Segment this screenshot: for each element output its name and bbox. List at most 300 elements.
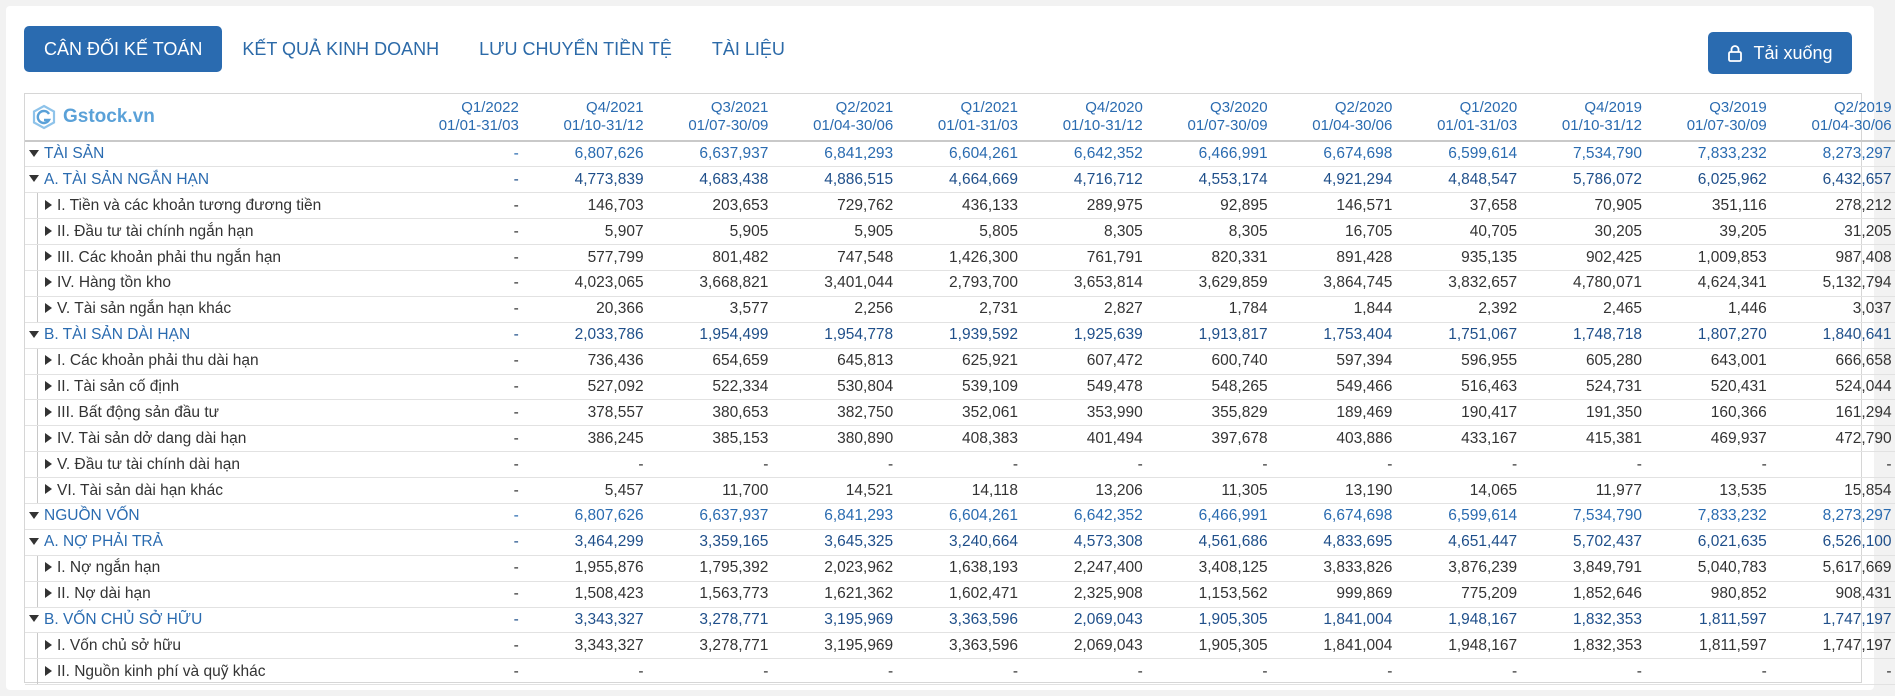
value-cell: 92,895 [1146,193,1271,219]
table-row[interactable] [25,296,1895,322]
table-row[interactable] [25,659,1895,685]
value-cell: 3,668,821 [647,270,772,296]
period-dates: 01/01-31/03 [1437,117,1518,134]
value-cell: 6,807,626 [522,503,647,529]
table-row[interactable] [25,452,1895,478]
value-cell: - [1770,452,1895,478]
row-label: III. Bất động sản đầu tư [57,403,220,421]
period-header[interactable] [1146,94,1271,141]
value-cell: 8,273,297 [1770,503,1895,529]
period-header[interactable] [771,94,896,141]
value-cell: 5,907 [522,219,647,245]
value-cell: 469,937 [1645,426,1770,452]
row-label: II. Đầu tư tài chính ngắn hạn [57,222,254,240]
value-cell: 3,278,771 [647,633,772,659]
value-cell: - [397,426,522,452]
row-label-cell[interactable] [25,452,397,478]
table-row[interactable] [25,348,1895,374]
download-label: Tải xuống [1753,42,1833,63]
value-cell: 14,065 [1395,478,1520,504]
caret-right-icon[interactable] [45,588,52,598]
value-cell: 1,905,305 [1146,633,1271,659]
value-cell: 5,905 [647,219,772,245]
value-cell: 761,791 [1021,245,1146,271]
row-label: I. Các khoản phải thu dài hạn [57,352,259,370]
table-row[interactable] [25,503,1895,529]
caret-down-icon[interactable] [29,538,39,545]
value-cell: 39,205 [1645,219,1770,245]
value-cell: 1,948,167 [1395,633,1520,659]
row-label: B. VỐN CHỦ SỞ HỮU [44,610,203,628]
table-row[interactable] [25,270,1895,296]
table-row[interactable] [25,529,1895,555]
value-cell: 30,205 [1520,219,1645,245]
value-cell: 1,948,167 [1395,607,1520,633]
value-cell: 14,118 [896,478,1021,504]
value-cell: 1,009,853 [1645,245,1770,271]
value-cell: - [397,503,522,529]
row-label-cell[interactable] [25,374,397,400]
row-label: TÀI SẢN [44,145,105,163]
row-label-cell[interactable] [25,322,397,348]
value-cell: 654,659 [647,348,772,374]
value-cell: 908,431 [1770,581,1895,607]
value-cell: - [1021,452,1146,478]
value-cell: 8,305 [1146,219,1271,245]
value-cell: 999,869 [1271,581,1396,607]
value-cell: 70,905 [1520,193,1645,219]
value-cell: 980,852 [1645,581,1770,607]
value-cell: 6,674,698 [1271,141,1396,167]
value-cell: 643,001 [1645,348,1770,374]
value-cell: 6,025,962 [1645,167,1770,193]
value-cell: - [397,581,522,607]
value-cell: 191,350 [1520,400,1645,426]
table-row[interactable] [25,193,1895,219]
value-cell: 4,921,294 [1271,167,1396,193]
value-cell: 4,573,308 [1021,529,1146,555]
row-label: II. Nợ dài hạn [57,585,151,603]
gstock-logo-icon [31,104,57,130]
value-cell: 7,534,790 [1520,503,1645,529]
period-dates: 01/10-31/12 [1062,117,1143,134]
value-cell: 408,383 [896,426,1021,452]
value-cell: 1,751,067 [1395,322,1520,348]
period-header[interactable] [896,94,1021,141]
row-label: B. TÀI SẢN DÀI HẠN [44,326,191,344]
value-cell: - [771,659,896,685]
value-cell: 801,482 [647,245,772,271]
main-card [6,6,1892,690]
value-cell: - [647,659,772,685]
tab-income-statement[interactable]: KẾT QUẢ KINH DOANH [242,39,440,59]
value-cell: 2,247,400 [1021,555,1146,581]
tab-documents[interactable]: TÀI LIỆU [711,39,785,59]
value-cell: 3,401,044 [771,270,896,296]
value-cell: - [397,270,522,296]
value-cell: 433,167 [1395,426,1520,452]
value-cell: 3,629,859 [1146,270,1271,296]
value-cell: 577,799 [522,245,647,271]
row-label: IV. Tài sản dở dang dài hạn [57,429,247,447]
value-cell: 3,849,791 [1520,555,1645,581]
value-cell: - [397,529,522,555]
row-label-cell[interactable] [25,581,397,607]
value-cell: 5,702,437 [1520,529,1645,555]
value-cell: 3,343,327 [522,633,647,659]
caret-down-icon[interactable] [29,512,39,519]
value-cell: 190,417 [1395,400,1520,426]
value-cell: 13,206 [1021,478,1146,504]
value-cell: 987,408 [1770,245,1895,271]
value-cell: 189,469 [1271,400,1396,426]
value-cell: - [397,322,522,348]
value-cell: 4,664,669 [896,167,1021,193]
value-cell: 1,753,404 [1271,322,1396,348]
table-row[interactable] [25,581,1895,607]
value-cell: 436,133 [896,193,1021,219]
value-cell: 1,426,300 [896,245,1021,271]
value-cell: 40,705 [1395,219,1520,245]
value-cell: 1,621,362 [771,581,896,607]
row-label-cell[interactable] [25,219,397,245]
table-row[interactable] [25,607,1895,633]
table-row[interactable] [25,374,1895,400]
row-label-cell[interactable] [25,555,397,581]
tab-cash-flow[interactable]: LƯU CHUYỂN TIỀN TỆ [479,39,672,59]
value-cell: 2,392 [1395,296,1520,322]
row-label-cell[interactable] [25,245,397,271]
value-cell: 6,432,657 [1770,167,1895,193]
period-quarter: Q2/2019 [1834,99,1892,116]
caret-down-icon[interactable] [29,150,39,157]
value-cell: 1,844 [1271,296,1396,322]
value-cell: - [1395,452,1520,478]
value-cell: 1,954,499 [647,322,772,348]
row-label: II. Nguồn kinh phí và quỹ khác [57,662,266,680]
value-cell: 596,955 [1395,348,1520,374]
value-cell: 6,599,614 [1395,503,1520,529]
value-cell: 1,811,597 [1645,607,1770,633]
table-row[interactable] [25,555,1895,581]
period-dates: 01/04-30/06 [1811,117,1892,134]
value-cell: 6,526,100 [1770,529,1895,555]
value-cell: 516,463 [1395,374,1520,400]
value-cell: 645,813 [771,348,896,374]
value-cell: - [397,555,522,581]
value-cell: - [397,400,522,426]
value-cell: 3,464,299 [522,529,647,555]
value-cell: 1,747,197 [1770,633,1895,659]
value-cell: 5,132,794 [1770,270,1895,296]
period-quarter: Q4/2020 [1085,99,1143,116]
value-cell: - [397,478,522,504]
value-cell: 378,557 [522,400,647,426]
caret-down-icon[interactable] [29,175,39,182]
row-label: V. Tài sản ngắn hạn khác [57,300,232,318]
caret-right-icon[interactable] [45,666,52,676]
value-cell: 549,466 [1271,374,1396,400]
value-cell: 278,212 [1770,193,1895,219]
value-cell: - [1146,452,1271,478]
period-quarter: Q1/2022 [461,99,519,116]
value-cell: - [1520,452,1645,478]
value-cell: - [1395,659,1520,685]
value-cell: 472,790 [1770,426,1895,452]
row-label: II. Tài sản cố định [57,377,180,395]
value-cell: - [522,452,647,478]
value-cell: 146,703 [522,193,647,219]
value-cell: 353,990 [1021,400,1146,426]
value-cell: 1,153,562 [1146,581,1271,607]
period-header[interactable] [647,94,772,141]
table-row[interactable] [25,400,1895,426]
row-label: I. Vốn chủ sở hữu [57,636,181,654]
value-cell: 935,135 [1395,245,1520,271]
value-cell: 4,773,839 [522,167,647,193]
value-cell: 2,256 [771,296,896,322]
value-cell: 20,366 [522,296,647,322]
value-cell: 11,700 [647,478,772,504]
period-quarter: Q3/2019 [1709,99,1767,116]
row-label-cell[interactable] [25,193,397,219]
caret-down-icon[interactable] [29,615,39,622]
value-cell: 1,784 [1146,296,1271,322]
period-dates: 01/07-30/09 [1187,117,1268,134]
row-label-cell[interactable] [25,478,397,504]
value-cell: 1,905,305 [1146,607,1271,633]
value-cell: - [1021,659,1146,685]
caret-right-icon[interactable] [45,459,52,469]
value-cell: 549,478 [1021,374,1146,400]
download-button[interactable] [1708,32,1852,74]
period-header[interactable] [1021,94,1146,141]
row-label-cell[interactable] [25,167,397,193]
value-cell: 3,195,969 [771,607,896,633]
value-cell: 401,494 [1021,426,1146,452]
value-cell: 520,431 [1645,374,1770,400]
value-cell: 13,535 [1645,478,1770,504]
value-cell: 380,653 [647,400,772,426]
caret-right-icon[interactable] [45,381,52,391]
caret-right-icon[interactable] [45,562,52,572]
value-cell: 3,240,664 [896,529,1021,555]
value-cell: 6,642,352 [1021,503,1146,529]
table-row[interactable] [25,322,1895,348]
value-cell: 5,617,669 [1770,555,1895,581]
period-header[interactable] [1271,94,1396,141]
value-cell: 415,381 [1520,426,1645,452]
row-label: IV. Hàng tồn kho [57,274,172,292]
value-cell: 146,571 [1271,193,1396,219]
value-cell: 1,638,193 [896,555,1021,581]
value-cell: 382,750 [771,400,896,426]
value-cell: 11,305 [1146,478,1271,504]
table-row[interactable] [25,167,1895,193]
value-cell: 1,832,353 [1520,607,1645,633]
table-row[interactable] [25,478,1895,504]
value-cell: 548,265 [1146,374,1271,400]
value-cell: 6,021,635 [1645,529,1770,555]
value-cell: - [771,452,896,478]
value-cell: 530,804 [771,374,896,400]
value-cell: 4,561,686 [1146,529,1271,555]
logo-cell [25,94,397,141]
value-cell: 3,577 [647,296,772,322]
table-row[interactable] [25,141,1895,167]
value-cell: 6,674,698 [1271,503,1396,529]
value-cell: 2,731 [896,296,1021,322]
row-label-cell[interactable] [25,141,397,167]
value-cell: 2,465 [1520,296,1645,322]
value-cell: 4,683,438 [647,167,772,193]
value-cell: 524,731 [1520,374,1645,400]
value-cell: 11,977 [1520,478,1645,504]
row-label: V. Đầu tư tài chính dài hạn [57,455,241,473]
value-cell: 5,786,072 [1520,167,1645,193]
value-cell: 1,748,718 [1520,322,1645,348]
value-cell: 3,832,657 [1395,270,1520,296]
period-quarter: Q1/2021 [960,99,1018,116]
tab-balance-sheet[interactable]: CÂN ĐỐI KẾ TOÁN [24,26,222,72]
caret-right-icon[interactable] [45,277,52,287]
value-cell: 6,807,626 [522,141,647,167]
period-header[interactable] [1645,94,1770,141]
table-row[interactable] [25,633,1895,659]
period-dates: 01/07-30/09 [688,117,769,134]
value-cell: 3,363,596 [896,607,1021,633]
row-label-cell[interactable] [25,633,397,659]
value-cell: 775,209 [1395,581,1520,607]
row-label-cell[interactable] [25,348,397,374]
value-cell: 527,092 [522,374,647,400]
value-cell: 380,890 [771,426,896,452]
value-cell: 891,428 [1271,245,1396,271]
caret-right-icon[interactable] [45,251,52,261]
value-cell: 6,642,352 [1021,141,1146,167]
row-label-cell[interactable] [25,659,397,685]
value-cell: 37,658 [1395,193,1520,219]
period-quarter: Q2/2020 [1334,99,1393,116]
caret-right-icon[interactable] [45,226,52,236]
value-cell: 4,553,174 [1146,167,1271,193]
row-label: I. Nợ ngắn hạn [57,559,161,577]
table-header [25,94,1895,141]
caret-right-icon[interactable] [45,433,52,443]
value-cell: 5,040,783 [1645,555,1770,581]
value-cell: 539,109 [896,374,1021,400]
value-cell: - [1770,659,1895,685]
value-cell: 902,425 [1520,245,1645,271]
period-header[interactable] [1520,94,1645,141]
value-cell: - [397,296,522,322]
value-cell: - [1271,452,1396,478]
table-row[interactable] [25,426,1895,452]
caret-right-icon[interactable] [45,355,52,365]
period-header[interactable] [397,94,522,141]
balance-sheet-table [24,93,1892,683]
value-cell: 15,854 [1770,478,1895,504]
value-cell: 4,886,515 [771,167,896,193]
value-cell: 666,658 [1770,348,1895,374]
value-cell: 729,762 [771,193,896,219]
value-cell: 6,466,991 [1146,503,1271,529]
value-cell: 6,599,614 [1395,141,1520,167]
value-cell: 1,446 [1645,296,1770,322]
value-cell: 3,278,771 [647,607,772,633]
value-cell: 747,548 [771,245,896,271]
value-cell: 1,913,817 [1146,322,1271,348]
value-cell: - [1271,659,1396,685]
value-cell: 736,436 [522,348,647,374]
value-cell: - [397,659,522,685]
period-header[interactable] [522,94,647,141]
value-cell: 1,925,639 [1021,322,1146,348]
row-label-cell[interactable] [25,503,397,529]
value-cell: 3,645,325 [771,529,896,555]
value-cell: - [647,452,772,478]
value-cell: - [1146,659,1271,685]
row-label: A. TÀI SẢN NGẮN HẠN [44,170,210,188]
row-label-cell[interactable] [25,426,397,452]
period-dates: 01/07-30/09 [1686,117,1767,134]
value-cell: 2,023,962 [771,555,896,581]
value-cell: 203,653 [647,193,772,219]
value-cell: 289,975 [1021,193,1146,219]
value-cell: 3,864,745 [1271,270,1396,296]
caret-right-icon[interactable] [45,303,52,313]
value-cell: 4,848,547 [1395,167,1520,193]
row-label-cell[interactable] [25,529,397,555]
period-header[interactable] [1395,94,1520,141]
value-cell: 2,033,786 [522,322,647,348]
value-cell: 6,466,991 [1146,141,1271,167]
value-cell: 5,905 [771,219,896,245]
value-cell: 7,833,232 [1645,503,1770,529]
row-label-cell[interactable] [25,400,397,426]
caret-right-icon[interactable] [45,640,52,650]
value-cell: 1,747,197 [1770,607,1895,633]
period-quarter: Q3/2021 [710,99,769,116]
caret-right-icon[interactable] [45,200,52,210]
row-label-cell[interactable] [25,296,397,322]
caret-right-icon[interactable] [45,407,52,417]
value-cell: 600,740 [1146,348,1271,374]
value-cell: - [397,219,522,245]
value-cell: 607,472 [1021,348,1146,374]
row-label-cell[interactable] [25,270,397,296]
caret-right-icon[interactable] [45,484,52,494]
period-quarter: Q4/2019 [1584,99,1642,116]
value-cell: 16,705 [1271,219,1396,245]
value-cell: - [1645,659,1770,685]
value-cell: 355,829 [1146,400,1271,426]
caret-down-icon[interactable] [29,331,39,338]
value-cell: 31,205 [1770,219,1895,245]
value-cell: 625,921 [896,348,1021,374]
row-label-cell[interactable] [25,607,397,633]
value-cell: - [397,193,522,219]
value-cell: 1,602,471 [896,581,1021,607]
value-cell: - [397,633,522,659]
value-cell: 3,037 [1770,296,1895,322]
value-cell: 4,780,071 [1520,270,1645,296]
table-row[interactable] [25,219,1895,245]
table-row[interactable] [25,245,1895,271]
value-cell: 5,805 [896,219,1021,245]
period-header[interactable] [1770,94,1895,141]
value-cell: 397,678 [1146,426,1271,452]
